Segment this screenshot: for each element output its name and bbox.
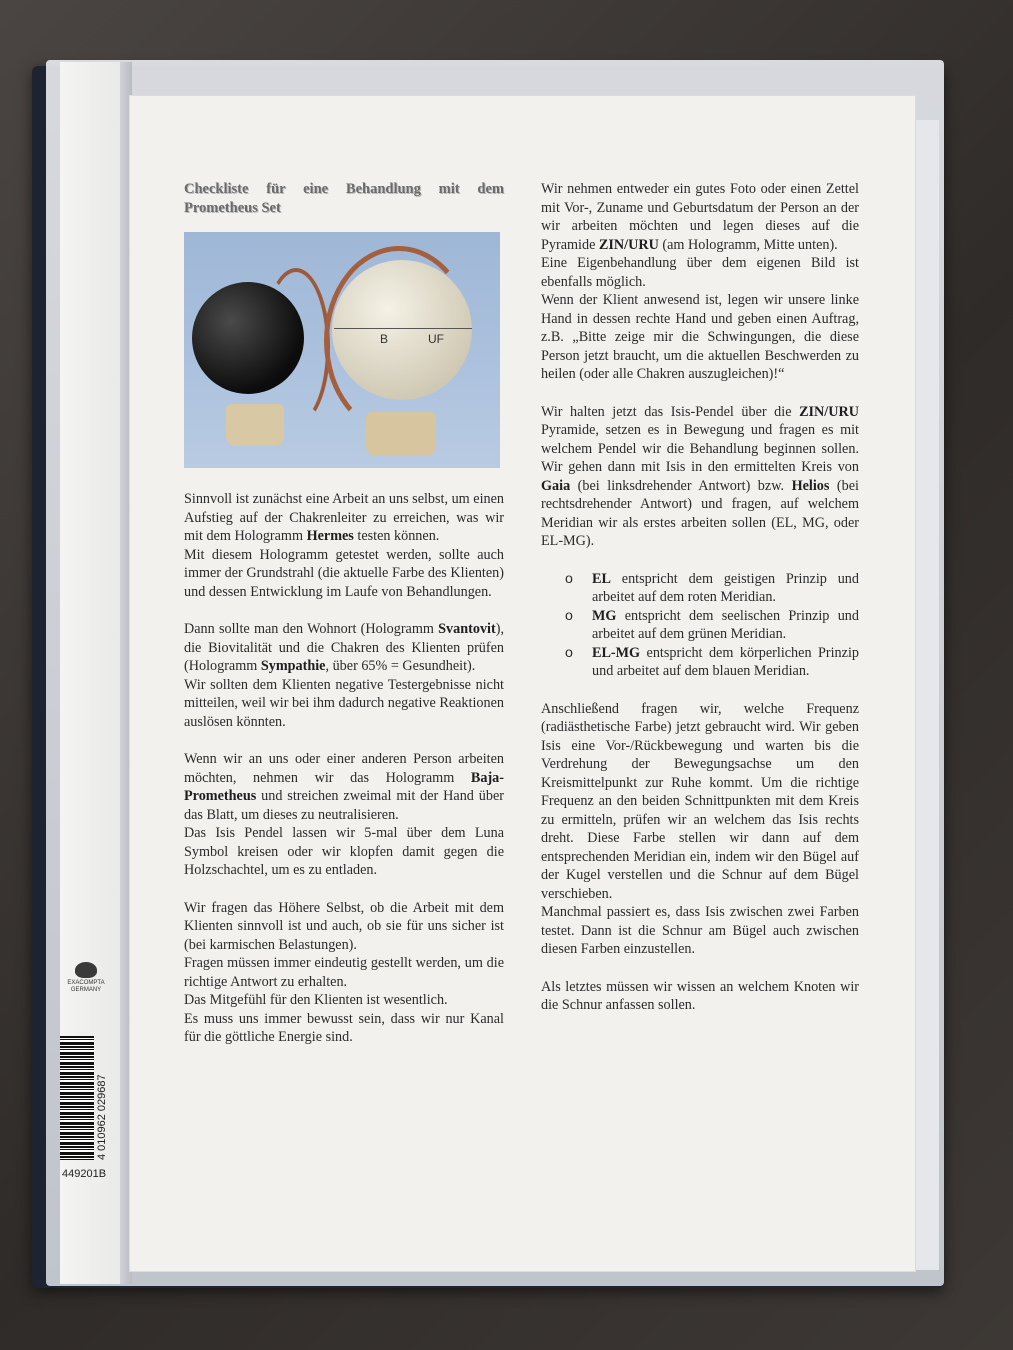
text: Dann sollte man den Wohnort (Hologramm (184, 621, 439, 637)
paragraph-knoten: Als letztes müssen wir wissen an welchem Knoten wir die Schnur anfassen sollen. (541, 978, 859, 1013)
paragraph-fragen: Fragen müssen immer eindeutig gestellt werden, um die richtige Antwort zu erhalten. (184, 955, 504, 990)
brand-logo-icon (75, 962, 97, 978)
paragraph-mitgefuehl: Das Mitgefühl für den Klienten ist wesentlich. (184, 992, 448, 1008)
barcode-number (96, 1140, 220, 1160)
sheet-edge (912, 120, 939, 1270)
hologram-svantovit: Svantovit (438, 621, 496, 637)
text: Wir nehmen entweder ein gutes Foto oder einen Zettel mit Vor-, Zuname und Geburtsdatum der Person an der wir arbeiten möchten und legen dieses auf die Pyramide (541, 181, 859, 253)
paragraph-eigenbehandlung: Eine Eigenbehandlung über dem eigenen Bild ist ebenfalls möglich. (541, 255, 859, 290)
list-item (541, 644, 859, 681)
text: entspricht dem geistigen Prinzip und arbeitet auf dem roten Meridian. (592, 570, 859, 605)
pyramid-zin-uru: ZIN/URU (598, 236, 659, 253)
paragraph-klient-anwesend: Wenn der Klient anwesend ist, legen wir unsere linke Hand in dessen rechte Hand und geben einen Auftrag, z.B. „Bitte zeige mir die Schwingungen, die diese Person jetzt braucht, um die aktuellen Beschwerden zu heilen (oder alle Chakren auszugleichen)!“ (541, 292, 859, 382)
right-column (541, 180, 859, 1015)
text: und streichen zweimal mit der Hand über das Blatt, um dieses zu neutralisieren. (184, 788, 504, 823)
light-globe-equator (334, 328, 472, 329)
text: entspricht dem seelischen Prinzip und arbeitet auf dem grünen Meridian. (592, 607, 859, 642)
meridian-list (541, 570, 859, 681)
paragraph-grundstrahl: Mit diesem Hologramm getestet werden, sollte auch immer der Grundstrahl (die aktuelle Farbe des Klienten) und dessen Entwicklung im Laufe von Behandlungen. (184, 546, 504, 600)
paragraph-frequenz: Anschließend fragen wir, welche Frequenz (radiästhetische Farbe) jetzt gebraucht wird. Wir geben Isis eine Vor-/Rückbewegung und warten bis die Verdrehung der Bewegungsachse um den Kreismittelpunkt zur Ruhe kommt. Um die richtige Frequenz an den beiden Schnittpunkten mit dem Kreis zu ermitteln, prüfen wir an welchem das Isis rechts dreht. Diese Farbe stellen wir dann auf dem entsprechenden Meridian ein, indem wir den Bügel auf der Kugel verstellen und die Schnur auf dem Bügel verschieben. (541, 700, 859, 902)
brand-name: EXACOMPTA (67, 980, 105, 986)
dark-globe-stand (226, 404, 284, 446)
meridian-el: EL (592, 570, 611, 587)
text: (am Hologramm, Mitte unten). (658, 236, 838, 253)
meridian-el-mg: EL-MG (592, 644, 641, 661)
hologram-baja-prometheus: Baja-Prometheus (184, 769, 504, 804)
bullet-mark: o (565, 644, 573, 661)
paragraph-kanal: Es muss uns immer bewusst sein, dass wir nur Kanal für die göttliche Energie sind. (184, 1010, 504, 1045)
light-globe-meridian-arc (324, 246, 474, 436)
globe-label-uf: UF (428, 332, 444, 346)
paragraph-baja-prometheus (184, 750, 504, 824)
globe-label-b: B (380, 332, 389, 346)
paragraph-isis-pendel: Das Isis Pendel lassen wir 5-mal über dem Luna Symbol kreisen oder wir klopfen damit gegen die Holzschachtel, um es zu entladen. (184, 825, 504, 878)
text: Wir halten jetzt das Isis-Pendel über die (541, 403, 800, 420)
text: entspricht dem körperlichen Prinzip und arbeitet auf dem blauen Meridian. (592, 644, 859, 679)
text: testen können. (353, 528, 440, 544)
meridian-mg: MG (592, 607, 617, 624)
paragraph-foto (541, 180, 859, 254)
paragraph-wohnort (184, 620, 504, 676)
hologram-sympathie: Sympathie (260, 658, 326, 674)
brand-country: GERMANY (70, 987, 102, 993)
dark-globe (192, 282, 304, 394)
paragraph-isis-pendel-pyramide (541, 403, 859, 551)
text: ), die Biovitalität und die Chakren des Klienten prüfen (Hologramm (184, 621, 504, 674)
text: Wenn wir an uns oder einer anderen Person arbeiten möchten, nehmen wir das Hologramm (184, 751, 504, 786)
bullet-mark: o (565, 607, 573, 624)
document-title: Checkliste für eine Behandlung mit dem Prometheus Set (184, 181, 504, 216)
pyramid-zin-uru-2: ZIN/URU (799, 403, 859, 420)
paragraph-zwei-farben: Manchmal passiert es, dass Isis zwischen zwei Farben testet. Dann ist die Schnur am Bügel auch zwischen diesen Farben einzustellen. (541, 904, 859, 957)
light-globe-stand (366, 412, 436, 456)
hologram-hermes: Hermes (306, 528, 354, 544)
globes-photo (184, 232, 500, 468)
text: (bei linksdrehender Antwort) bzw. (570, 477, 792, 494)
text: Pyramide, setzen es in Bewegung und fragen es mit welchem Pendel wir die Behandlung beginnen sollen. Wir gehen dann mit Isis in den ermittelten Kreis von (541, 422, 859, 475)
circle-gaia: Gaia (541, 477, 571, 494)
bullet-mark: o (565, 570, 573, 587)
paragraph-hermes (184, 490, 504, 546)
paragraph-hoeheres-selbst: Wir fragen das Höhere Selbst, ob die Arbeit mit dem Klienten sinnvoll ist und auch, ob sie für uns sicher ist (bei karmischen Belastungen). (184, 899, 504, 953)
list-item (541, 607, 859, 644)
left-column (184, 180, 504, 1047)
text: , über 65% = Gesundheit). (325, 658, 476, 674)
list-item (541, 570, 859, 607)
article-number: 449201B (62, 1168, 107, 1180)
circle-helios: Helios (791, 477, 830, 494)
brand-logo (66, 962, 106, 994)
barcode (60, 1036, 94, 1160)
paragraph-testergebnisse: Wir sollten dem Klienten negative Testergebnisse nicht mitteilen, weil wir bei ihm dadurch negative Reaktionen auslösen könnten. (184, 676, 504, 730)
text: (bei rechtsdrehender Antwort) und fragen, auf welchem Meridian wir als erstes arbeiten sollen (EL, MG, oder EL-MG). (541, 477, 859, 549)
text: Sinnvoll ist zunächst eine Arbeit an uns selbst, um einen Aufstieg auf der Chakrenleiter zu erreichen, was wir mit dem Hologramm (184, 491, 504, 544)
